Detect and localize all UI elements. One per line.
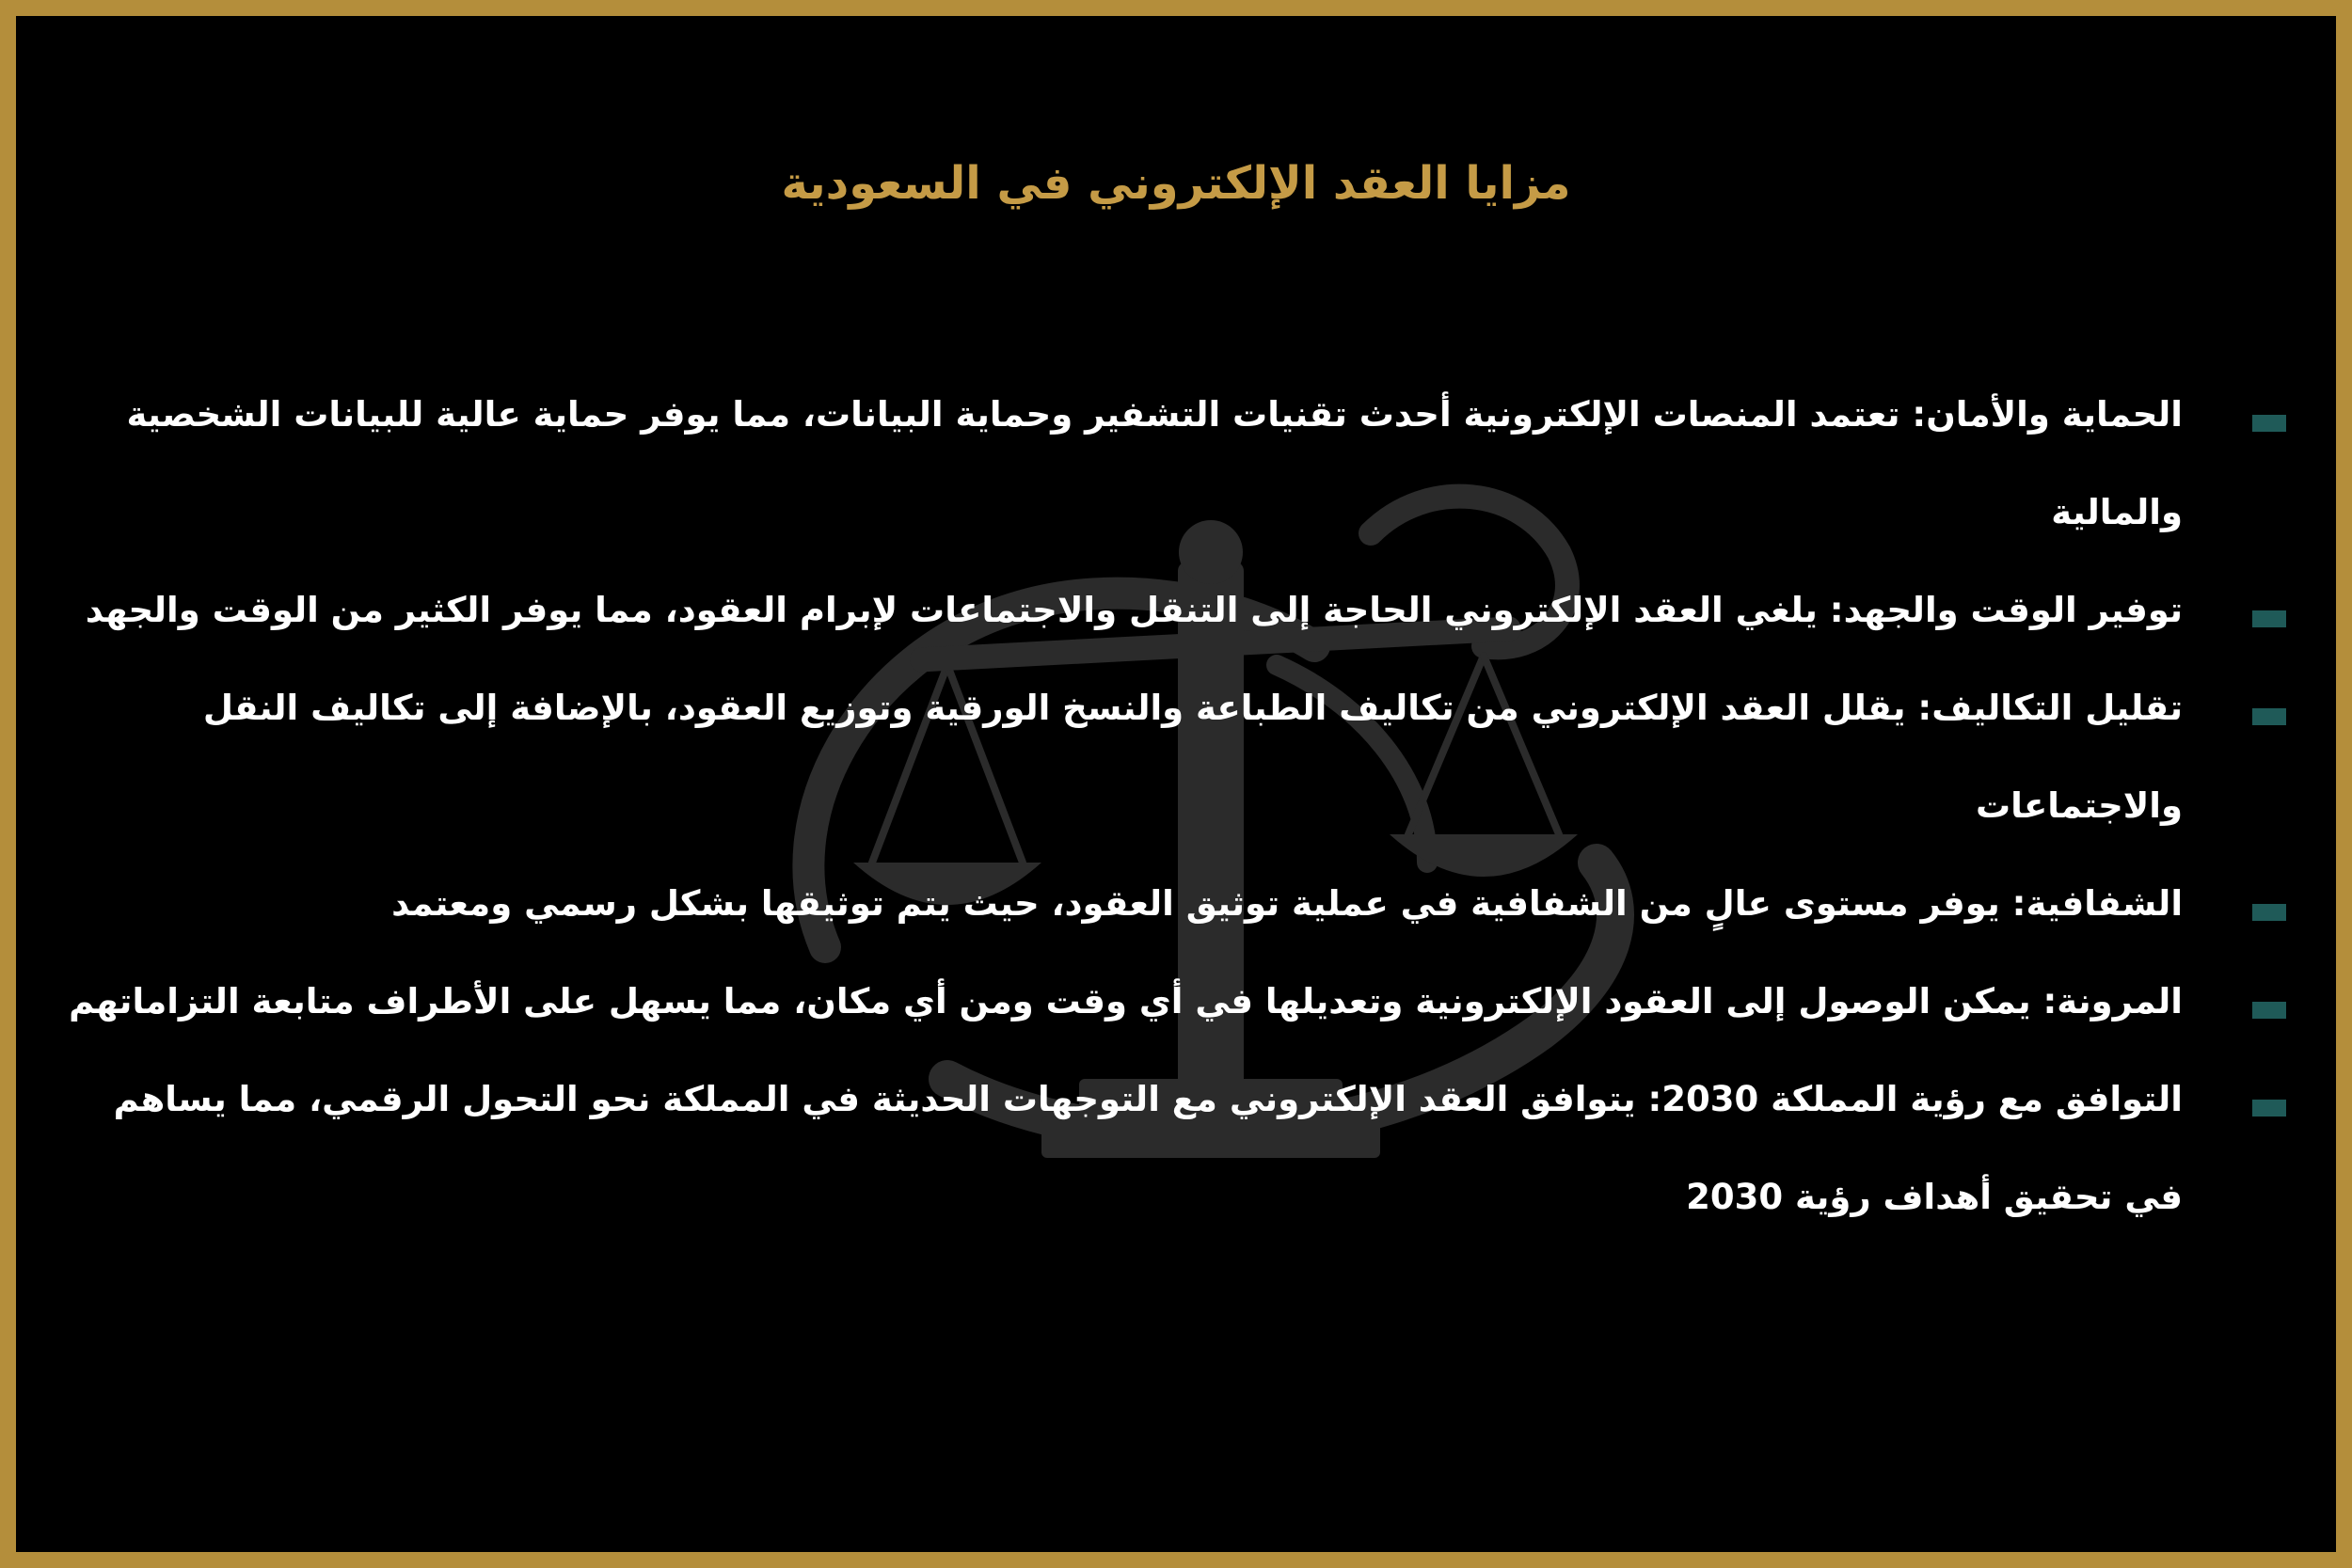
list-item bbox=[9, 953, 2286, 1051]
list-item-text: التوافق مع رؤية المملكة 2030: يتوافق العقد الإلكتروني مع التوجهات الحديثة في المملكة نحو التحول الرقمي، مما يساهم في تحقيق أهداف رؤية 2030 bbox=[113, 1079, 2183, 1217]
advantages-list bbox=[9, 366, 2286, 1246]
bullet-icon bbox=[2252, 708, 2286, 725]
bullet-icon bbox=[2252, 1002, 2286, 1019]
list-item-text: الشفافية: يوفر مستوى عالٍ من الشفافية في عملية توثيق العقود، حيث يتم توثيقها بشكل رسمي ومعتمد bbox=[391, 883, 2183, 924]
list-item bbox=[9, 659, 2286, 855]
list-item-text: المرونة: يمكن الوصول إلى العقود الإلكترونية وتعديلها في أي وقت ومن أي مكان، مما يسهل على الأطراف متابعة التزاماتهم bbox=[69, 981, 2183, 1022]
list-item bbox=[9, 366, 2286, 562]
bullet-icon bbox=[2252, 415, 2286, 432]
bullet-icon bbox=[2252, 904, 2286, 921]
list-item bbox=[9, 1051, 2286, 1246]
list-item bbox=[9, 562, 2286, 659]
list-item-text: توفير الوقت والجهد: يلغي العقد الإلكتروني الحاجة إلى التنقل والاجتماعات لإبرام العقود، مما يوفر الكثير من الوقت والجهد bbox=[85, 590, 2183, 630]
list-item-text: الحماية والأمان: تعتمد المنصات الإلكترونية أحدث تقنيات التشفير وحماية البيانات، مما يوفر حماية عالية للبيانات الشخصية والمالية bbox=[126, 394, 2183, 532]
list-item bbox=[9, 855, 2286, 953]
list-item-text: تقليل التكاليف: يقلل العقد الإلكتروني من تكاليف الطباعة والنسخ الورقية وتوزيع العقود، بالإضافة إلى تكاليف النقل والاجتماعات bbox=[202, 688, 2183, 826]
bullet-icon bbox=[2252, 1100, 2286, 1117]
bullet-icon bbox=[2252, 610, 2286, 627]
page-title: مزايا العقد الإلكتروني في السعودية bbox=[781, 157, 1571, 210]
